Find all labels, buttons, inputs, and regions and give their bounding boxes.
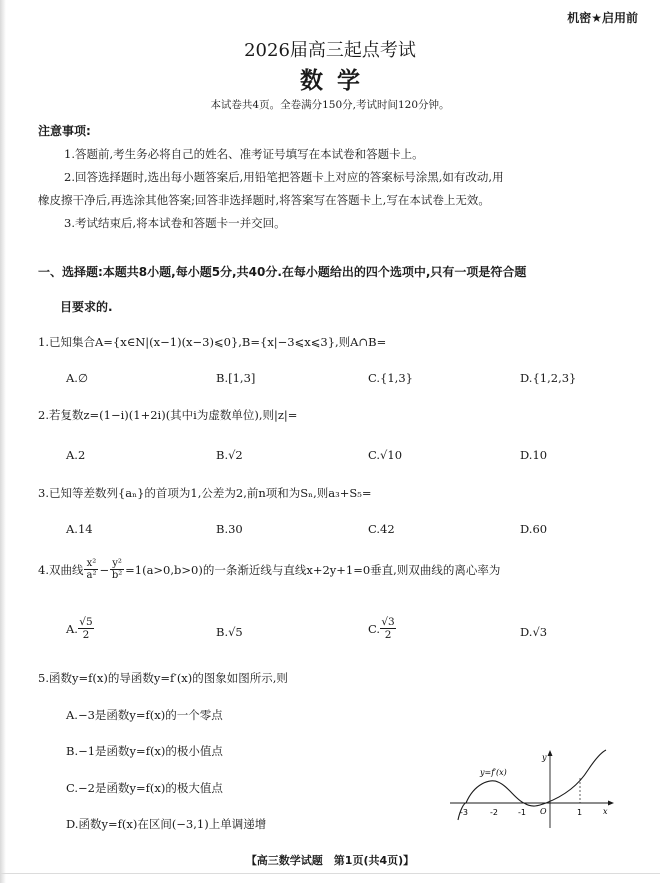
question-3-option-b: B.30 bbox=[216, 522, 243, 536]
question-2-option-b: B.√2 bbox=[216, 448, 243, 462]
fraction-denominator: b² bbox=[111, 570, 123, 581]
question-1-option-c: C.{1,3} bbox=[368, 371, 413, 385]
bottom-divider bbox=[0, 873, 660, 874]
fraction-sqrt5-over-2 bbox=[78, 616, 94, 641]
derivative-curve bbox=[458, 750, 606, 820]
fraction-numerator: y² bbox=[112, 558, 122, 569]
confidential-label: 机密★启用前 bbox=[567, 11, 638, 25]
exam-info: 本试卷共4页。全卷满分150分,考试时间120分钟。 bbox=[210, 99, 450, 111]
question-5-option-d: D.函数y=f(x)在区间(−3,1)上单调递增 bbox=[66, 817, 267, 831]
notice-item-2-line-2: 橡皮擦干净后,再选涂其他答案;回答非选择题时,将答案写在答题卡上,写在本试卷上无效。 bbox=[38, 193, 490, 207]
page-edge bbox=[0, 0, 6, 883]
question-4-stem bbox=[38, 558, 500, 581]
question-4-option-a bbox=[66, 616, 94, 641]
fraction-numerator: √3 bbox=[381, 616, 395, 628]
option-letter: C. bbox=[368, 621, 381, 636]
section-heading-line-1: 一、选择题:本题共8小题,每小题5分,共40分.在每小题给出的四个选项中,只有一项是符合题 bbox=[38, 265, 527, 279]
section-heading-line-2: 目要求的. bbox=[60, 300, 113, 314]
exam-title: 2026届高三起点考试 bbox=[244, 40, 416, 61]
fraction-numerator: √5 bbox=[79, 616, 93, 628]
question-5-option-a: A.−3是函数y=f(x)的一个零点 bbox=[66, 708, 223, 722]
notice-item-3: 3.考试结束后,将本试卷和答题卡一并交回。 bbox=[64, 216, 286, 230]
y-axis-arrow-icon bbox=[548, 750, 553, 756]
tick-label-minus-3: -3 bbox=[460, 808, 468, 817]
x-axis-arrow-icon bbox=[608, 801, 614, 806]
question-2-option-c: C.√10 bbox=[368, 448, 403, 462]
question-1-option-d: D.{1,2,3} bbox=[520, 371, 577, 385]
question-2-option-a: A.2 bbox=[66, 448, 86, 462]
origin-label: O bbox=[540, 807, 547, 816]
notice-heading: 注意事项: bbox=[38, 124, 91, 138]
question-5-stem: 5.函数y=f(x)的导函数y=f′(x)的图象如图所示,则 bbox=[38, 671, 288, 685]
derivative-graph bbox=[448, 748, 616, 830]
question-3-stem: 3.已知等差数列{aₙ}的首项为1,公差为2,前n项和为Sₙ,则a₃+S₅= bbox=[38, 486, 372, 500]
question-1-stem: 1.已知集合A={x∈N|(x−1)(x−3)⩽0},B={x|−3⩽x⩽3},则A∩B= bbox=[38, 335, 387, 349]
question-2-stem: 2.若复数z=(1−i)(1+2i)(其中i为虚数单位),则|z|= bbox=[38, 408, 298, 422]
question-3-option-a: A.14 bbox=[66, 522, 93, 536]
fraction-y2-b2 bbox=[110, 558, 124, 581]
fraction-denominator: a² bbox=[86, 570, 97, 581]
page-footer: 【高三数学试题 第1页(共4页)】 bbox=[245, 854, 415, 867]
fraction-sqrt3-over-2 bbox=[380, 616, 396, 641]
tick-label-minus-2: -2 bbox=[490, 808, 498, 817]
notice-item-1: 1.答题前,考生务必将自己的姓名、准考证号填写在本试卷和答题卡上。 bbox=[64, 147, 424, 161]
x-axis-label: x bbox=[603, 807, 608, 816]
minus-sign: − bbox=[99, 562, 110, 577]
fraction-x2-a2 bbox=[84, 558, 98, 581]
question-5-option-c: C.−2是函数y=f(x)的极大值点 bbox=[66, 781, 223, 795]
option-letter: A. bbox=[66, 621, 78, 636]
fraction-numerator: x² bbox=[86, 558, 97, 569]
question-1-option-a: A.∅ bbox=[66, 371, 88, 385]
y-axis-label: y bbox=[542, 753, 547, 762]
question-5-option-b: B.−1是函数y=f(x)的极小值点 bbox=[66, 744, 223, 758]
curve-label: y=f′(x) bbox=[480, 768, 507, 777]
question-2-option-d: D.10 bbox=[520, 448, 548, 462]
question-4-option-d: D.√3 bbox=[520, 625, 548, 639]
subject-title: 数学 bbox=[300, 68, 374, 94]
question-4-stem-suffix: =1(a>0,b>0)的一条渐近线与直线x+2y+1=0垂直,则双曲线的离心率为 bbox=[125, 562, 501, 577]
notice-item-2-line-1: 2.回答选择题时,选出每小题答案后,用铅笔把答题卡上对应的答案标号涂黑,如有改动,用 bbox=[64, 170, 504, 184]
question-4-option-c bbox=[368, 616, 396, 641]
question-1-option-b: B.[1,3] bbox=[216, 371, 256, 385]
question-4-option-b: B.√5 bbox=[216, 625, 243, 639]
fraction-denominator: 2 bbox=[384, 629, 392, 641]
tick-label-minus-1: -1 bbox=[518, 808, 526, 817]
question-4-stem-prefix: 4.双曲线 bbox=[38, 562, 84, 577]
fraction-denominator: 2 bbox=[82, 629, 90, 641]
question-3-option-c: C.42 bbox=[368, 522, 395, 536]
tick-label-1: 1 bbox=[577, 808, 583, 817]
question-3-option-d: D.60 bbox=[520, 522, 548, 536]
